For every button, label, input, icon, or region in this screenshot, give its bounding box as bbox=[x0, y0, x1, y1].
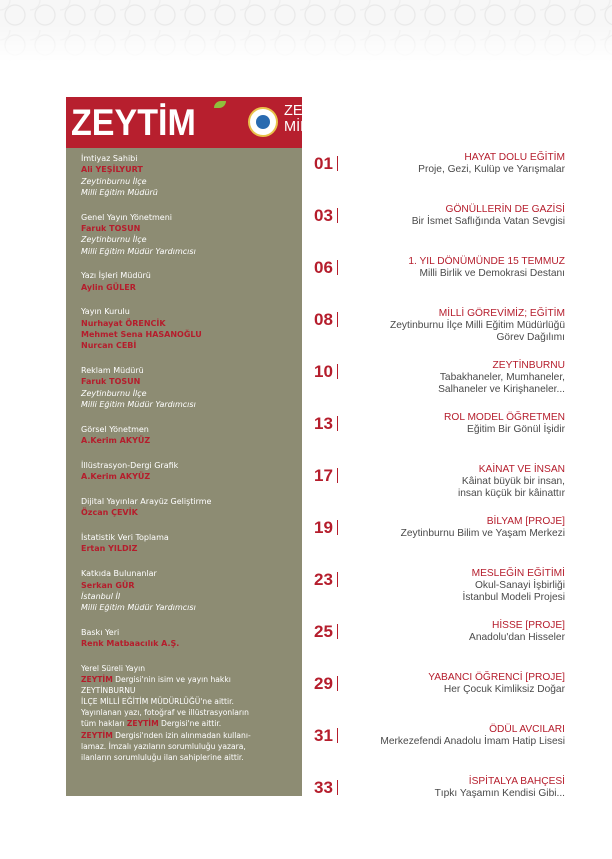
legal-heading: Yerel Süreli Yayın bbox=[81, 664, 146, 673]
credit-name: Faruk TOSUN bbox=[81, 377, 141, 387]
magazine-logo: ZEYTİM bbox=[71, 102, 196, 143]
credit-role: Dijital Yayınlar Arayüz Geliştirme bbox=[81, 497, 212, 507]
credit-block bbox=[81, 627, 302, 650]
credit-name: Aylin GÜLER bbox=[81, 282, 136, 292]
credit-name: A.Kerim AKYÜZ bbox=[81, 472, 151, 482]
toc-subtitle: Salhaneler ve Kirişhaneler... bbox=[438, 384, 565, 395]
credit-role: Katkıda Bulunanlar bbox=[81, 569, 157, 579]
toc-title: ÖDÜL AVCILARI bbox=[489, 724, 565, 735]
toc-divider bbox=[337, 624, 338, 639]
credit-block bbox=[81, 153, 302, 198]
toc-divider bbox=[337, 780, 338, 795]
credit-name: Faruk TOSUN bbox=[81, 223, 141, 233]
credit-block bbox=[81, 365, 302, 410]
toc-page-number: 06 bbox=[314, 258, 333, 277]
toc-title: KAİNAT VE İNSAN bbox=[478, 464, 565, 475]
credit-subtitle: Milli Eğitim Müdür Yardımcısı bbox=[81, 400, 196, 410]
credit-subtitle: Milli Eğitim Müdürü bbox=[81, 187, 158, 197]
credit-role: Görsel Yönetmen bbox=[81, 424, 149, 434]
toc-subtitle: Zeytinburnu İlçe Milli Eğitim Müdürlüğü bbox=[390, 320, 565, 331]
credit-block bbox=[81, 496, 302, 519]
credit-role: Baskı Yeri bbox=[81, 627, 120, 637]
toc-subtitle: Zeytinburnu Bilim ve Yaşam Merkezi bbox=[400, 528, 565, 539]
credit-name: A.Kerim AKYÜZ bbox=[81, 436, 151, 446]
toc-subtitle: Bir İsmet Saflığında Vatan Sevgisi bbox=[411, 216, 565, 227]
legal-notice bbox=[81, 663, 302, 763]
toc-title: GÖNÜLLERİN DE GAZİSİ bbox=[445, 204, 565, 215]
toc-page-number: 13 bbox=[314, 414, 333, 433]
toc-subtitle: Her Çocuk Kimliksiz Doğar bbox=[443, 684, 565, 695]
legal-line: Yayınlanan yazı, fotoğraf ve illüstrasyonların bbox=[81, 708, 249, 718]
credit-name: Renk Matbaacılık A.Ş. bbox=[81, 639, 180, 649]
toc-divider bbox=[337, 416, 338, 431]
toc-page-number: 25 bbox=[314, 622, 333, 641]
banner-subtitle: ZEYTİNBURNU MİLLİ EĞİTİM bbox=[284, 103, 388, 135]
legal-line: ZEYTİM Dergisi'nden izin alınmadan kullanı- bbox=[81, 730, 251, 740]
credit-role: Yayın Kurulu bbox=[81, 307, 130, 317]
toc-title: YABANCI ÖĞRENCİ [PROJE] bbox=[428, 672, 565, 683]
credit-name: Nurhayat ÖRENCİK bbox=[81, 318, 166, 328]
toc-divider bbox=[337, 520, 338, 535]
toc-page-number: 33 bbox=[314, 778, 333, 797]
toc-subtitle: Okul-Sanayi İşbirliği bbox=[474, 580, 565, 591]
credit-name: Ertan YILDIZ bbox=[81, 544, 138, 554]
toc-title: İSPİTALYA BAHÇESİ bbox=[468, 776, 565, 787]
toc-divider bbox=[337, 468, 338, 483]
toc-subtitle: Anadolu'dan Hisseler bbox=[469, 632, 565, 643]
credit-role: Yazı İşleri Müdürü bbox=[81, 271, 151, 281]
toc-subtitle: İstanbul Modeli Projesi bbox=[462, 592, 565, 603]
toc-page-number: 23 bbox=[314, 570, 333, 589]
credit-block bbox=[81, 306, 302, 351]
toc-subtitle: Merkezefendi Anadolu İmam Hatip Lisesi bbox=[380, 736, 565, 747]
toc-page-number: 08 bbox=[314, 310, 333, 329]
credit-block bbox=[81, 568, 302, 613]
toc-page-number: 17 bbox=[314, 466, 333, 485]
legal-line: lamaz. İmzalı yazıların sorumluluğu yazara, bbox=[81, 741, 246, 751]
credit-subtitle: Milli Eğitim Müdür Yardımcısı bbox=[81, 603, 196, 613]
credit-role: Reklam Müdürü bbox=[81, 366, 144, 376]
credit-subtitle: Zeytinburnu İlçe bbox=[81, 235, 147, 245]
toc-title: ROL MODEL ÖĞRETMEN bbox=[444, 412, 565, 423]
toc-divider bbox=[337, 364, 338, 379]
toc-divider bbox=[337, 312, 338, 327]
credit-role: İmtiyaz Sahibi bbox=[81, 154, 138, 163]
toc-subtitle: Proje, Gezi, Kulüp ve Yarışmalar bbox=[418, 164, 565, 175]
toc-page-number: 31 bbox=[314, 726, 333, 745]
toc-page-number: 29 bbox=[314, 674, 333, 693]
toc-divider bbox=[337, 728, 338, 743]
toc-subtitle: Kâinat büyük bir insan, bbox=[461, 476, 565, 487]
legal-line: tüm hakları ZEYTİM Dergisi'ne aittir. bbox=[81, 719, 222, 729]
toc-subtitle: insan küçük bir kâinattır bbox=[457, 488, 565, 499]
toc-subtitle: Tabakhaneler, Mumhaneler, bbox=[439, 372, 565, 383]
ministry-emblem-icon bbox=[248, 107, 278, 137]
toc-page-number: 10 bbox=[314, 362, 333, 381]
masthead-sidebar bbox=[66, 148, 302, 796]
toc-title: MİLLİ GÖREVİMİZ; EĞİTİM bbox=[438, 308, 565, 319]
credit-block bbox=[81, 460, 302, 483]
toc-page-number: 01 bbox=[314, 154, 333, 173]
credit-subtitle: Zeytinburnu İlçe bbox=[81, 388, 147, 398]
toc-title: HAYAT DOLU EĞİTİM bbox=[464, 152, 565, 163]
toc-subtitle: Tıpkı Yaşamın Kendisi Gibi... bbox=[434, 788, 565, 799]
credit-name: Serkan GÜR bbox=[81, 580, 135, 590]
legal-line: ZEYTİM Dergisi'nin isim ve yayın hakkı bbox=[81, 675, 231, 685]
credit-block bbox=[81, 532, 302, 555]
credit-name: Nurcan CEBİ bbox=[81, 341, 137, 351]
toc-divider bbox=[337, 260, 338, 275]
legal-line: ilanların sorumluluğu ilan sahiplerine aittir. bbox=[81, 752, 244, 762]
credit-subtitle: İstanbul İl bbox=[81, 591, 121, 601]
toc-page-number: 19 bbox=[314, 518, 333, 537]
toc-subtitle: Görev Dağılımı bbox=[496, 332, 565, 343]
toc-title: MESLEĞİN EĞİTİMİ bbox=[471, 568, 565, 579]
credit-name: Mehmet Sena HASANOĞLU bbox=[81, 330, 202, 340]
toc-divider bbox=[337, 676, 338, 691]
credit-role: Genel Yayın Yönetmeni bbox=[81, 212, 172, 222]
toc-subtitle: Eğitim Bir Gönül İşidir bbox=[467, 424, 565, 435]
credit-subtitle: Zeytinburnu İlçe bbox=[81, 176, 147, 186]
credit-block bbox=[81, 424, 302, 447]
toc-divider bbox=[337, 156, 338, 171]
credit-block bbox=[81, 212, 302, 257]
toc-divider bbox=[337, 208, 338, 223]
toc-title: HİSSE [PROJE] bbox=[491, 620, 565, 631]
toc-divider bbox=[337, 572, 338, 587]
toc-subtitle: Milli Birlik ve Demokrasi Destanı bbox=[419, 268, 565, 279]
legal-line: ZEYTİNBURNU bbox=[81, 686, 136, 696]
toc-title: ZEYTİNBURNU bbox=[492, 360, 565, 371]
olive-leaf-icon bbox=[214, 101, 226, 108]
legal-line: İLÇE MİLLİ EĞİTİM MÜDÜRLÜĞÜ'ne aittir. bbox=[81, 697, 234, 707]
credit-name: Ali YEŞİLYURT bbox=[81, 165, 143, 175]
credit-name: Özcan ÇEVİK bbox=[81, 508, 138, 518]
toc-title: 1. YIL DÖNÜMÜNDE 15 TEMMUZ bbox=[408, 256, 565, 267]
toc-page-number: 03 bbox=[314, 206, 333, 225]
toc-title: BİLYAM [PROJE] bbox=[486, 516, 565, 527]
magazine-banner bbox=[66, 97, 388, 148]
credit-block bbox=[81, 270, 302, 293]
credit-role: İllüstrasyon-Dergi Grafik bbox=[81, 460, 179, 470]
decorative-header-pattern bbox=[0, 0, 612, 62]
credit-subtitle: Milli Eğitim Müdür Yardımcısı bbox=[81, 246, 196, 256]
credit-role: İstatistik Veri Toplama bbox=[81, 533, 169, 543]
